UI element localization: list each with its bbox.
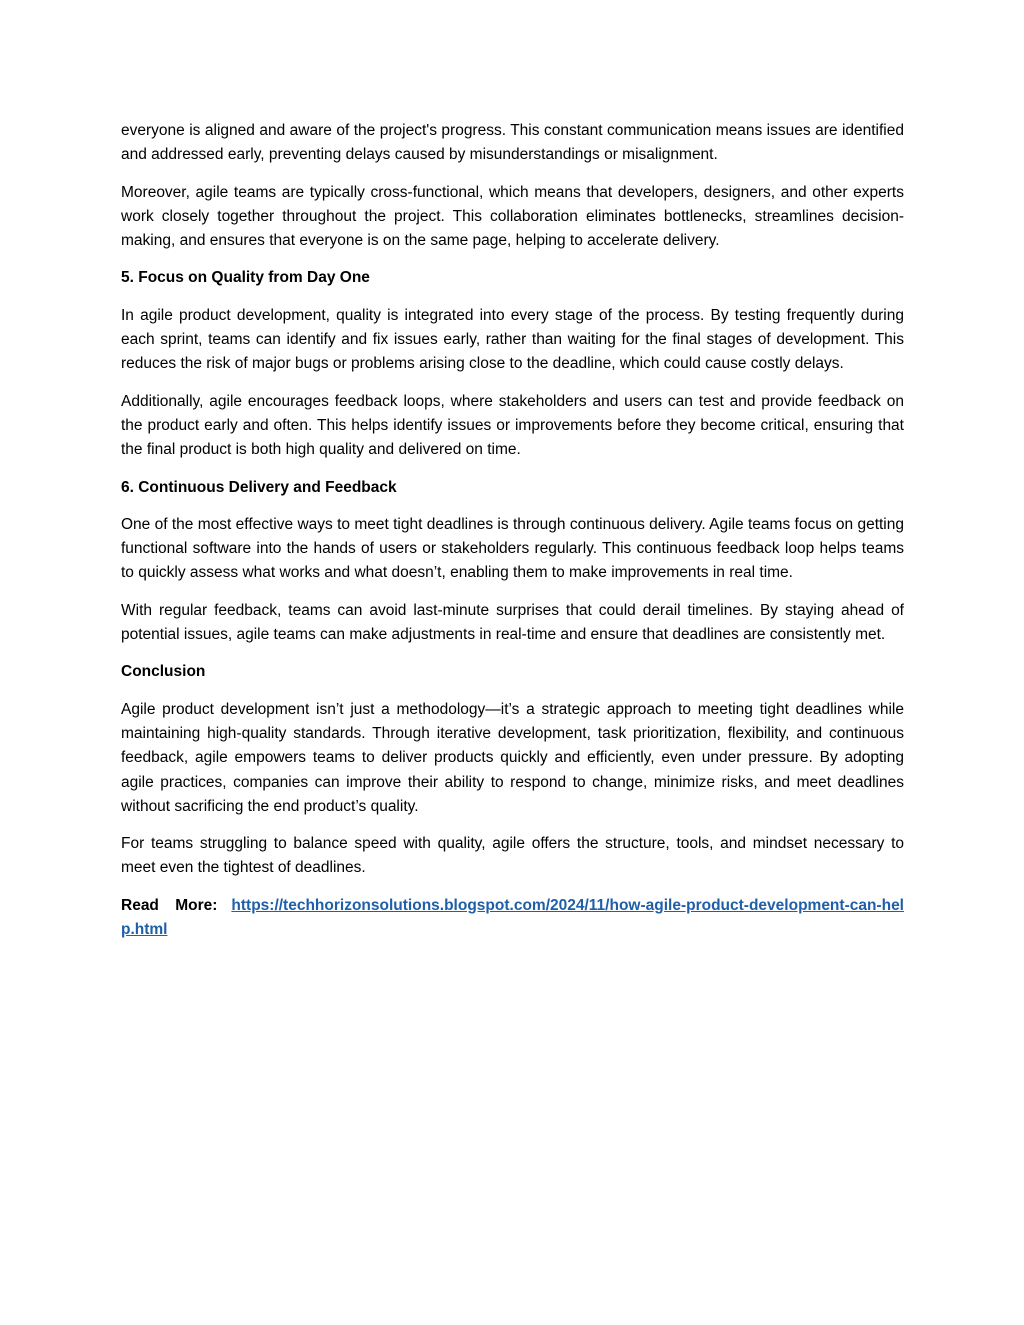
paragraph-conclusion: Agile product development isn’t just a methodology—it’s a strategic approach to meeting tight deadlines while maintaining high-quality standards. Through iterative development, task prioritization, flexibility, and continuous feedback, agile empowers teams to deliver products quickly and efficiently, even under pressure. By adopting agile practices, companies can improve their ability to respond to change, minimize risks, and meet deadlines without sacrificing the end product’s quality. — [121, 700, 904, 815]
heading-focus-on-quality: 5. Focus on Quality from Day One — [121, 269, 370, 287]
paragraph-communication: everyone is aligned and aware of the project's progress. This constant communication means issues are identified and addressed early, preventing delays caused by misunderstandings or misalignment. — [121, 122, 904, 164]
read-more-label: Read More: — [121, 896, 218, 914]
read-more-link[interactable]: https://techhorizonsolutions.blogspot.com/2024/11/how-agile-product-development-can-help.html — [121, 896, 904, 939]
document-page — [121, 119, 904, 942]
paragraph-regular-feedback: With regular feedback, teams can avoid last-minute surprises that could derail timelines. By staying ahead of potential issues, agile teams can make adjustments in real-time and ensure that deadlines are consistently met. — [121, 601, 904, 644]
paragraph-cross-functional: Moreover, agile teams are typically cross-functional, which means that developers, designers, and other experts work closely together throughout the project. This collaboration eliminates bottlenecks, streamlines decision-making, and ensures that everyone is on the same page, helping to accelerate delivery. — [121, 183, 904, 250]
heading-conclusion: Conclusion — [121, 663, 206, 681]
paragraph-closing: For teams struggling to balance speed with quality, agile offers the structure, tools, and mindset necessary to meet even the tightest of deadlines. — [121, 835, 904, 877]
paragraph-feedback-loops: Additionally, agile encourages feedback loops, where stakeholders and users can test and provide feedback on the product early and often. This helps identify issues or improvements before they become critical, ensuring that the final product is both high quality and delivered on time. — [121, 392, 904, 459]
read-more-line — [121, 894, 904, 943]
paragraph-continuous-delivery: One of the most effective ways to meet tight deadlines is through continuous delivery. Agile teams focus on getting functional software into the hands of users or stakeholders regularly. This continuous feedback loop helps teams to quickly assess what works and what doesn’t, enabling them to make improvements in real time. — [121, 515, 904, 582]
paragraph-quality-integration: In agile product development, quality is integrated into every stage of the process. By testing frequently during each sprint, teams can identify and fix issues early, rather than waiting for the final stages of development. This reduces the risk of major bugs or problems arising close to the deadline, which could cause costly delays. — [121, 306, 904, 373]
heading-continuous-delivery: 6. Continuous Delivery and Feedback — [121, 478, 397, 496]
